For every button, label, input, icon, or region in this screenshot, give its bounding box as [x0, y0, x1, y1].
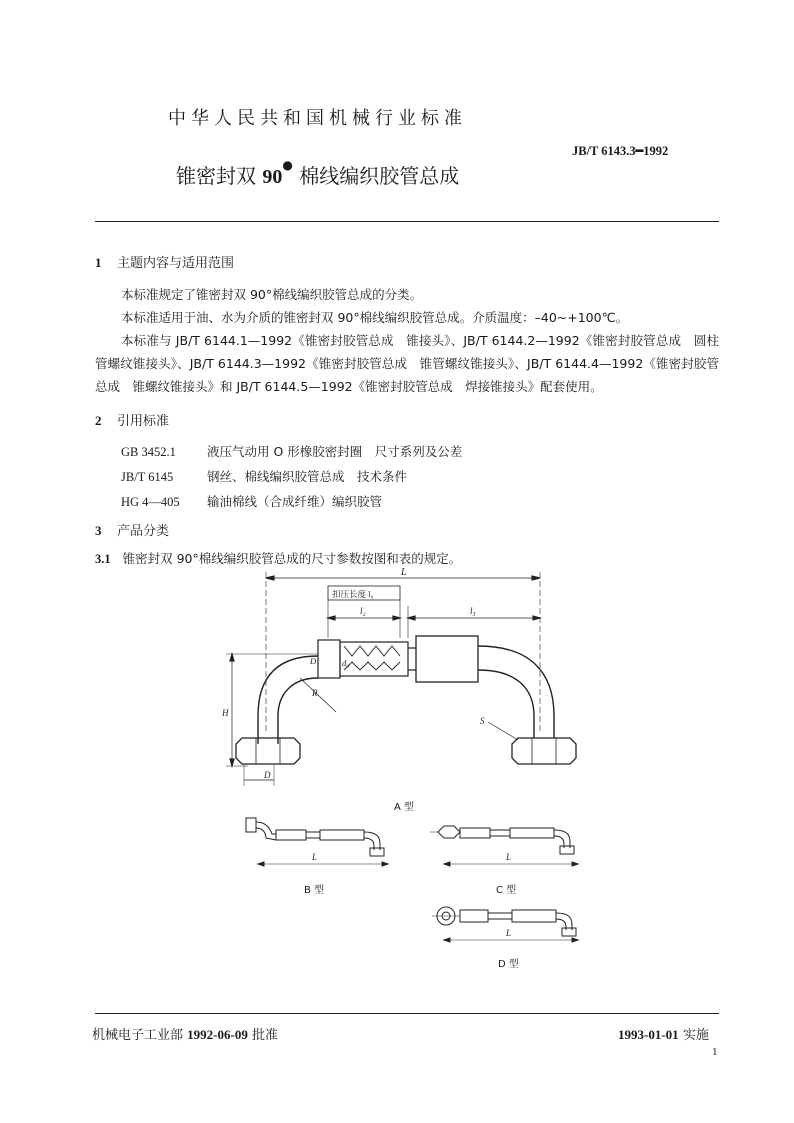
- section-2-heading: [95, 410, 169, 429]
- hose-assembly-type-c-drawing: [430, 812, 590, 876]
- title-prefix: 锥密封双: [176, 164, 256, 188]
- reference-title: 钢丝、棉线编织胶管总成 技术条件: [207, 469, 408, 484]
- right-socket: [416, 636, 478, 682]
- section-1-heading: [95, 252, 234, 271]
- label-S: S: [480, 716, 485, 726]
- reference-title: 液压气动用 O 形橡胶密封圈 尺寸系列及公差: [207, 444, 463, 459]
- label-l2: l₂: [360, 606, 366, 616]
- page-number: 1: [712, 1046, 718, 1058]
- reference-title: 输油棉线（合成纤维）编织胶管: [207, 494, 383, 509]
- caption-type-c: C 型: [496, 885, 517, 896]
- label-D1: D₁: [310, 656, 320, 666]
- approval-label: 批准: [251, 1028, 278, 1043]
- document-title: [176, 160, 459, 189]
- clause-3-1: [95, 549, 461, 567]
- section-number: 1: [95, 255, 102, 270]
- implementation-line: [618, 1024, 709, 1043]
- label-crimp-length: 扣压长度 l₀: [332, 589, 374, 599]
- reference-code: GB 3452.1: [121, 445, 176, 459]
- title-degree: ●: [282, 158, 293, 172]
- reference-code: JB/T 6145: [121, 470, 174, 484]
- label-l3: l₃: [470, 606, 476, 616]
- section-3-heading: [95, 520, 169, 539]
- reference-code: HG 4—405: [121, 495, 180, 509]
- caption-type-b: B 型: [304, 885, 325, 896]
- label-L-type-b: L: [312, 852, 318, 862]
- hose-assembly-type-a-drawing: [218, 566, 588, 796]
- reference-item: [121, 492, 382, 510]
- label-L: L: [401, 567, 407, 578]
- section-number: 2: [95, 413, 102, 428]
- right-hex-nut: [512, 738, 576, 764]
- caption-type-a: A 型: [394, 802, 415, 813]
- issuing-body-heading: 中华人民共和国机械行业标准: [168, 108, 467, 129]
- section-title: 引用标准: [117, 414, 170, 429]
- label-R: R: [312, 688, 318, 698]
- crimp-serration: [344, 646, 400, 656]
- leader-S: [488, 722, 518, 740]
- section-title: 产品分类: [117, 524, 170, 539]
- section-title: 主题内容与适用范围: [117, 256, 235, 271]
- issuer: 机械电子工业部: [92, 1028, 184, 1043]
- hose-assembly-type-d-drawing: [430, 896, 590, 950]
- section-number: 3: [95, 523, 102, 538]
- clause-text: 锥密封双 90°棉线编织胶管总成的尺寸参数按图和表的规定。: [122, 551, 462, 566]
- label-H: H: [222, 708, 229, 718]
- label-D: D: [264, 770, 271, 780]
- title-number: 90: [262, 166, 283, 188]
- label-d0: d₀: [342, 658, 350, 668]
- scope-paragraph-2: 本标准适用于油、水为介质的锥密封双 90°棉线编织胶管总成。介质温度：–40~+100℃。: [121, 310, 629, 325]
- reference-item: [121, 442, 462, 460]
- reference-item: [121, 467, 407, 485]
- clause-number: 3.1: [95, 552, 111, 566]
- approval-date: 1992-06-09: [187, 1027, 248, 1042]
- label-L-type-d: L: [506, 928, 512, 938]
- scope-paragraphs: [95, 283, 719, 398]
- scope-paragraph-3: 本标准与 JB/T 6144.1—1992《锥密封胶管总成 锥接头》、JB/T 6144.2—1992《锥密封胶管总成 圆柱管螺纹锥接头》、JB/T 6144.3—1992《锥密封胶管总成 锥管螺纹锥接头》、JB/T 6144.4—1992《锥密封胶管总成 锥螺纹锥接头》和 JB/T 6144.5—1992《锥密封胶管总成 焊接锥接头》配套使用。: [95, 333, 719, 394]
- radius-leader-R: [300, 678, 336, 712]
- standard-code: JB/T 6143.3━1992: [572, 144, 669, 158]
- caption-type-d: D 型: [498, 959, 519, 970]
- implementation-label: 实施: [682, 1028, 709, 1043]
- label-L-type-c: L: [506, 852, 512, 862]
- hose-assembly-type-b-drawing: [240, 812, 400, 876]
- left-hex-nut: [236, 738, 300, 764]
- approval-line: [92, 1024, 278, 1043]
- header-rule: [95, 221, 719, 222]
- footer-rule: [95, 1013, 719, 1014]
- implementation-date: 1993-01-01: [618, 1027, 679, 1042]
- scope-paragraph-1: 本标准规定了锥密封双 90°棉线编织胶管总成的分类。: [121, 287, 423, 302]
- title-suffix: 棉线编织胶管总成: [299, 164, 460, 188]
